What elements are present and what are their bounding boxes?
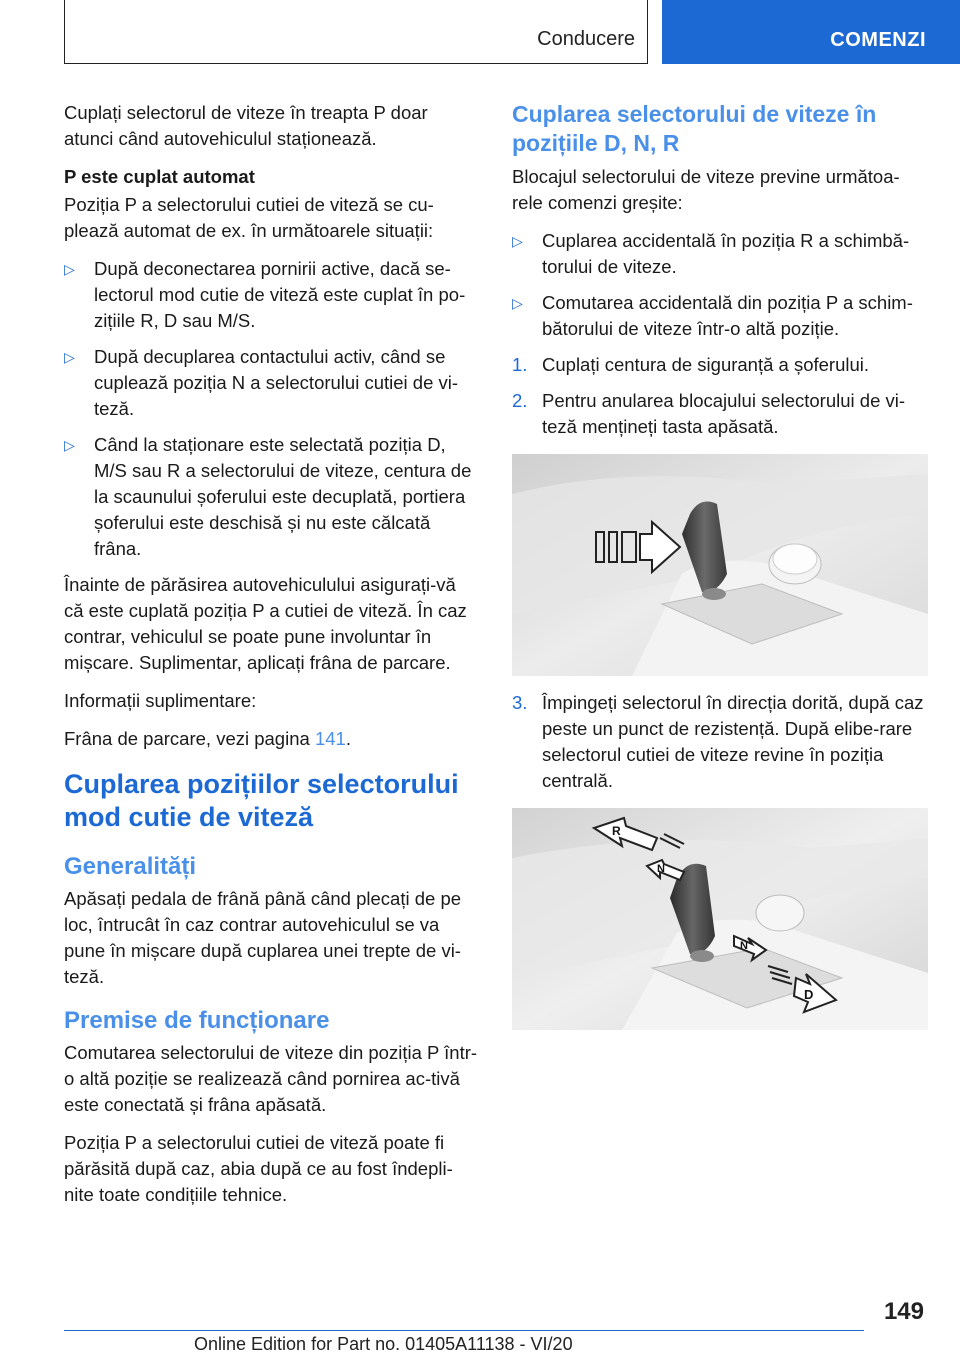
list-item: ▷ După deconectarea pornirii active, dacă se‐lectorul mod cutie de viteză este cuplat în po‐zițiile R, D sau M/S.	[64, 258, 466, 331]
dnr-list	[512, 228, 928, 342]
info-label: Informații suplimentare:	[64, 690, 257, 711]
svg-text:N: N	[657, 863, 665, 875]
step-item: 2. Pentru anularea blocajului selectorului de vi‐teză mențineți tasta apăsată.	[512, 390, 906, 437]
list-item: ▷ Cuplarea accidentală în poziția R a schimbă‐torului de viteze.	[512, 230, 910, 277]
triangle-bullet-icon: ▷	[64, 437, 75, 453]
page-reference: Frâna de parcare, vezi pagina 141.	[64, 728, 351, 749]
triangle-bullet-icon: ▷	[64, 349, 75, 365]
dnr-intro-text: Blocajul selectorului de viteze previne următoa‐rele comenzi greșite:	[512, 166, 900, 213]
general-text: Apăsați pedala de frână până când plecați de pe loc, întrucât în caz contrar autovehiculul se va pune în mișcare după cuplarea unei trepte de vi‐teză.	[64, 888, 462, 987]
right-column	[512, 100, 928, 1044]
header-section-box	[64, 0, 648, 64]
list-item: ▷ Comutarea accidentală din poziția P a schim‐bătorului de viteze într-o altă poziție.	[512, 292, 913, 339]
header-section-title: Conducere	[537, 28, 635, 50]
triangle-bullet-icon: ▷	[512, 233, 523, 249]
svg-text:R: R	[612, 824, 621, 838]
prerequisites-text-1: Comutarea selectorului de viteze din poziția P într-o altă poziție se realizează când pornirea ac‐tivă este conectată și frâna apăsată.	[64, 1042, 478, 1115]
heading-general: Generalități	[64, 853, 197, 880]
steps-list	[512, 352, 928, 440]
page-link[interactable]: 141	[314, 728, 346, 749]
gear-selector-positions-figure	[512, 808, 928, 1030]
footer-edition: Online Edition for Part no. 01405A11138 - VI/20	[194, 1334, 573, 1354]
gear-selector-unlock-figure	[512, 454, 928, 676]
section-heading-dnr: Cuplarea selectorului de viteze în pozițiile D, N, R	[512, 101, 877, 156]
intro-text: Cuplați selectorul de viteze în treapta P doar atunci când autovehiculul staționează.	[64, 102, 428, 149]
svg-text:N: N	[740, 940, 748, 952]
list-item: ▷ Când la staționare este selectată poziția D, M/S sau R a selectorului de viteze, centura de la scaunului șoferului este decuplată, portiera șoferului este deschisă și nu este călcată frâna.	[64, 434, 472, 559]
steps-list-continued	[512, 690, 928, 794]
header-chapter-title: COMENZI	[830, 29, 926, 51]
warning-text: Înainte de părăsirea autovehiculului asigurați-vă că este cuplată poziția P a cutiei de viteză. În caz contrar, vehiculul se poate pune involuntar în mișcare. Suplimentar, aplicați frâna de parcare.	[64, 574, 467, 673]
section-heading-gear-positions: Cuplarea pozițiilor selectorului mod cutie de viteză	[64, 769, 459, 832]
prerequisites-text-2: Poziția P a selectorului cutiei de viteză poate fi părăsită după caz, abia după ce au fost îndepli‐nite toate condițiile tehnice.	[64, 1132, 453, 1205]
step-item: 3. Împingeți selectorul în direcția dorită, după caz peste un punct de rezistență. După elibe‐rare selectorul cutiei de viteze revine în poziția centrală.	[512, 692, 924, 791]
left-column	[64, 100, 480, 1220]
footer-divider	[64, 1330, 864, 1331]
triangle-bullet-icon: ▷	[64, 261, 75, 277]
triangle-bullet-icon: ▷	[512, 295, 523, 311]
header-chapter-tab[interactable]	[662, 0, 960, 64]
auto-p-list	[64, 256, 480, 562]
svg-text:D: D	[804, 987, 814, 1002]
step-item: 1. Cuplați centura de siguranță a șoferului.	[512, 354, 870, 375]
subheading-auto-p: P este cuplat automat	[64, 166, 255, 187]
auto-p-text: Poziția P a selectorului cutiei de viteză se cu‐plează automat de ex. în următoarele situații:	[64, 194, 434, 241]
heading-prerequisites: Premise de funcționare	[64, 1007, 330, 1034]
list-item: ▷ După decuplarea contactului activ, când se cuplează poziția N a selectorului cutiei de vi‐teză.	[64, 346, 459, 419]
page-number: 149	[883, 1298, 924, 1325]
